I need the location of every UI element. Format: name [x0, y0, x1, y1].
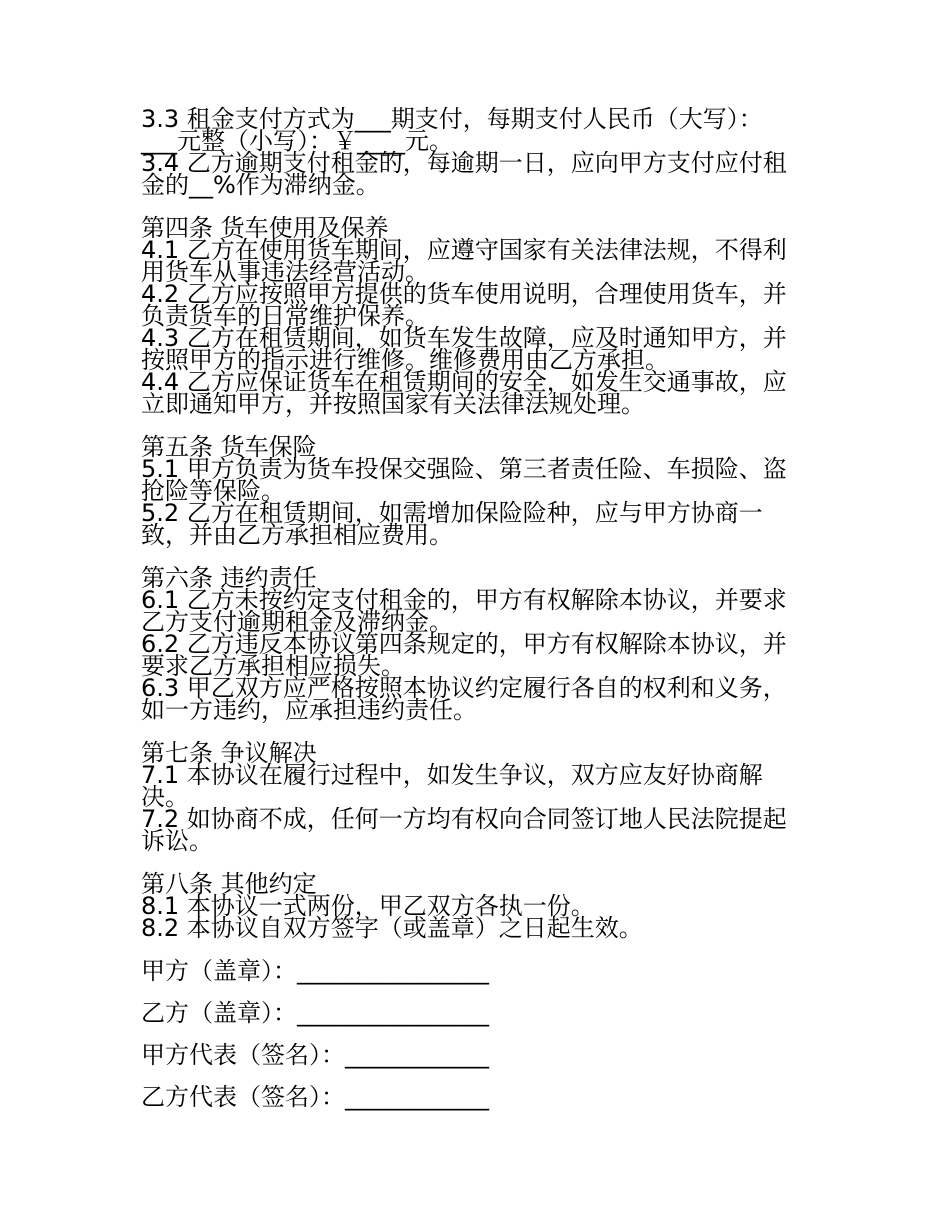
article-8-block: [141, 870, 811, 942]
party-a-seal-line: 甲方（盖章）：________________: [141, 957, 489, 985]
clause-3-4-line-1: 3.4 乙方逾期支付租金的，每逾期一日，应向甲方支付应付租: [141, 149, 787, 177]
clause-6-2-line-1: 6.2 乙方违反本协议第四条规定的，甲方有权解除本协议，并: [141, 630, 787, 658]
party-a-representative-signature-line: 甲方代表（签名）：____________: [141, 1041, 489, 1069]
contract-page: [141, 105, 811, 1111]
article-5-block: [141, 433, 811, 549]
clause-5-2-line-2: 致，并由乙方承担相应费用。: [141, 521, 453, 549]
article-7-block: [141, 739, 811, 855]
article-4-heading: 第四条 货车使用及保养: [141, 214, 389, 242]
clause-4-1-line-2: 用货车从事违法经营活动。: [141, 258, 429, 286]
clause-4-4-line-2: 立即通知甲方，并按照国家有关法律法规处理。: [141, 390, 645, 418]
party-b-representative-signature-line: 乙方代表（签名）：____________: [141, 1083, 489, 1111]
clause-8-2-line: 8.2 本协议自双方签字（或盖章）之日起生效。: [141, 914, 643, 942]
clause-5-1-line-1: 5.1 甲方负责为货车投保交强险、第三者责任险、车损险、盗: [141, 455, 787, 483]
party-b-seal-line: 乙方（盖章）：________________: [141, 999, 489, 1027]
clause-4-3-line-2: 按照甲方的指示进行维修。维修费用由乙方承担。: [141, 346, 669, 374]
clause-5-1-line-2: 抢险等保险。: [141, 477, 285, 505]
article-4-block: [141, 214, 811, 418]
clause-3-block: [141, 105, 811, 199]
clause-3-4-line-2: 金的__%作为滞纳金。: [141, 171, 380, 199]
clause-4-2-line-2: 负责货车的日常维护保养。: [141, 302, 429, 330]
article-8-heading: 第八条 其他约定: [141, 870, 317, 898]
clause-3-3-line-2: ___元整（小写）：￥____元。: [141, 127, 453, 155]
clause-7-2-line-2: 诉讼。: [141, 827, 213, 855]
clause-8-1-line: 8.1 本协议一式两份，甲乙双方各执一份。: [141, 892, 595, 920]
clause-4-3-line-1: 4.3 乙方在租赁期间，如货车发生故障，应及时通知甲方，并: [141, 324, 787, 352]
clause-3-3-line-1: 3.3 租金支付方式为___期支付，每期支付人民币（大写）：: [141, 105, 763, 133]
clause-5-2-line-1: 5.2 乙方在租赁期间，如需增加保险险种，应与甲方协商一: [141, 499, 763, 527]
clause-4-1-line-1: 4.1 乙方在使用货车期间，应遵守国家有关法律法规，不得利: [141, 236, 787, 264]
clause-7-2-line-1: 7.2 如协商不成，任何一方均有权向合同签订地人民法院提起: [141, 805, 787, 833]
article-6-block: [141, 564, 811, 724]
article-7-heading: 第七条 争议解决: [141, 739, 317, 767]
clause-6-3-line-2: 如一方违约，应承担违约责任。: [141, 696, 477, 724]
clause-6-1-line-2: 乙方支付逾期租金及滞纳金。: [141, 608, 453, 636]
clause-6-2-line-2: 要求乙方承担相应损失。: [141, 652, 405, 680]
clause-4-2-line-1: 4.2 乙方应按照甲方提供的货车使用说明，合理使用货车，并: [141, 280, 787, 308]
article-5-heading: 第五条 货车保险: [141, 433, 317, 461]
clause-7-1-line-1: 7.1 本协议在履行过程中，如发生争议，双方应友好协商解: [141, 761, 763, 789]
article-6-heading: 第六条 违约责任: [141, 564, 317, 592]
signature-block: [141, 957, 811, 1111]
clause-6-3-line-1: 6.3 甲乙双方应严格按照本协议约定履行各自的权利和义务，: [141, 674, 787, 702]
clause-6-1-line-1: 6.1 乙方未按约定支付租金的，甲方有权解除本协议，并要求: [141, 586, 787, 614]
clause-4-4-line-1: 4.4 乙方应保证货车在租赁期间的安全，如发生交通事故，应: [141, 368, 787, 396]
clause-7-1-line-2: 决。: [141, 783, 189, 811]
